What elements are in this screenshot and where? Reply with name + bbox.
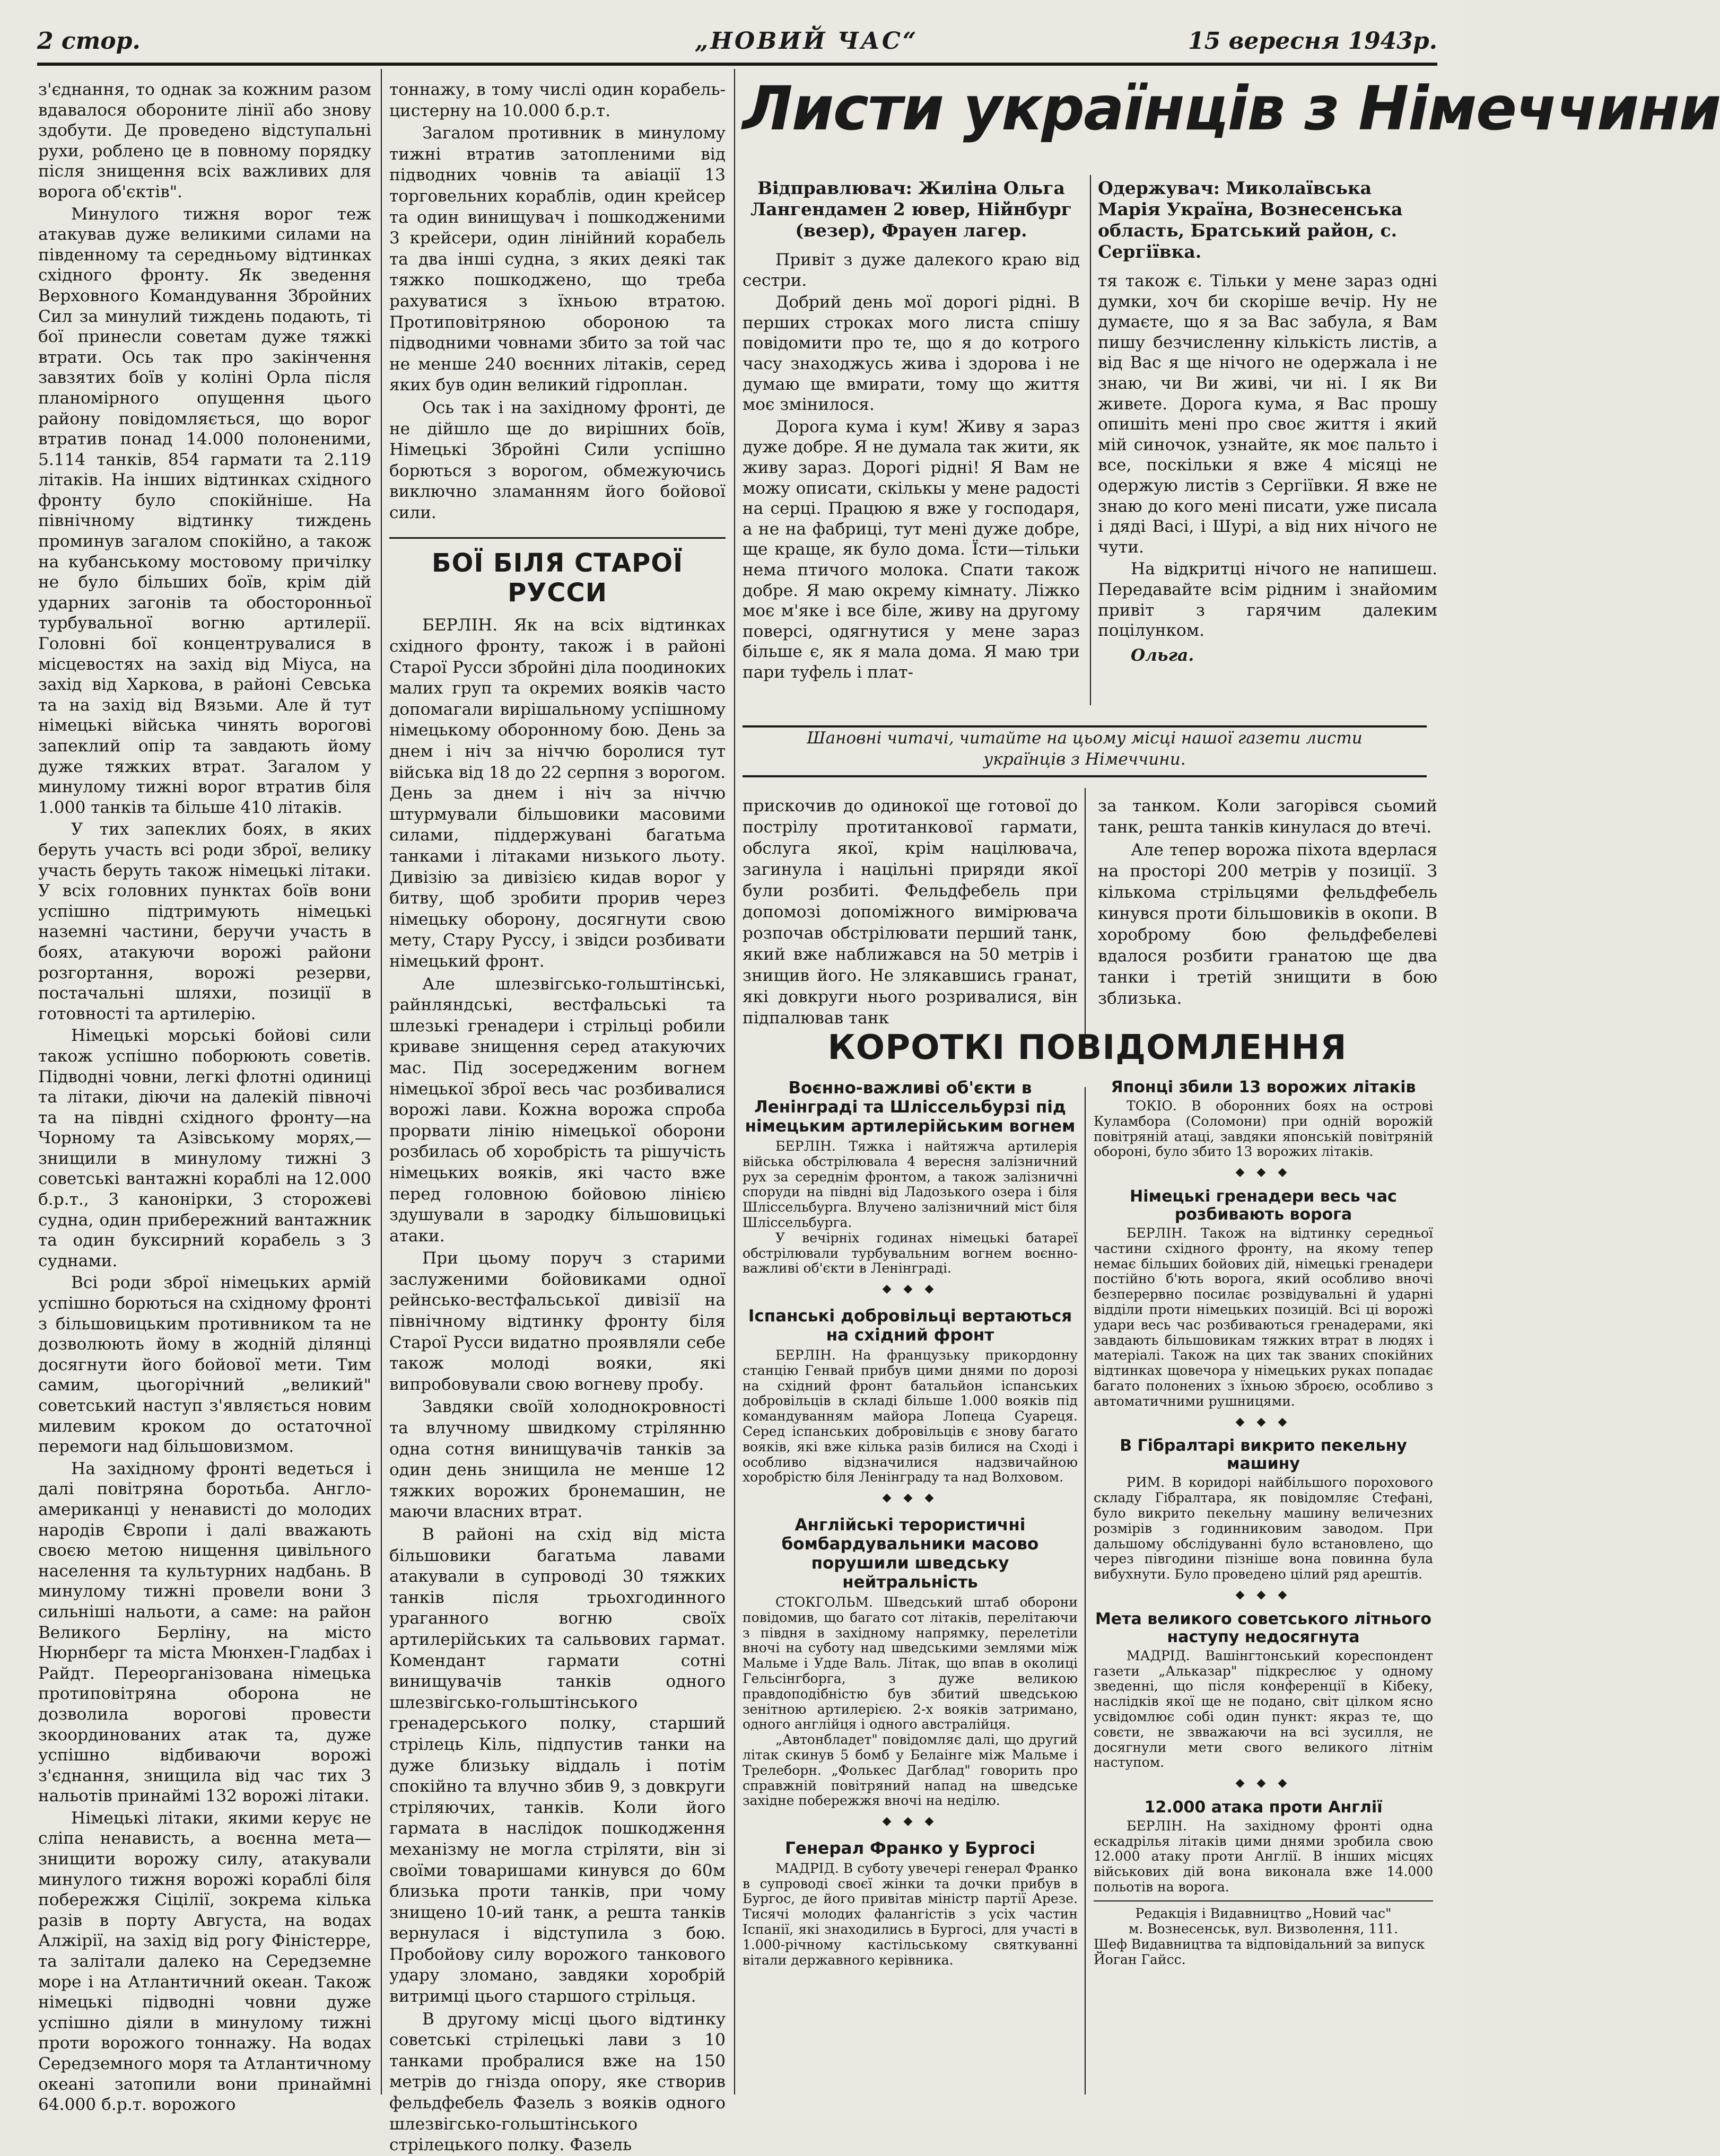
- short-news-left: [743, 1076, 1078, 2089]
- paragraph: Привіт з дуже далекого краю від сестри.: [743, 250, 1080, 290]
- ornament-divider: ◆ ◆ ◆: [1235, 1776, 1291, 1790]
- section-rule: [389, 537, 726, 539]
- paragraph: БЕРЛІН. На французьку прикордонну станцію Генвай прибув цими днями по дорозі на східний фронт батальйон іспанських добровільців в складі більше 1.000 вояків під командуванням майора Лопеца Суареця. Серед іспанських добровільців є знову багато вояків, які вже кілька разів билися на Сході і особливо відзначилися надзвичайною хоробрістю біля Ленінграду та над Волховом.: [743, 1347, 1078, 1485]
- page-header: [37, 28, 1437, 65]
- paragraph: БЕРЛІН. Як на всіх відтинках східного фронту, також і в районі Старої Русси збройні діла поодиноких малих груп та окремих вояків часто допомагали вирішальному успішному німецькому оборонному бою. День за днем і ніч за ніччю боролися тут війська від 18 до 22 серпня з ворогом. День за днем і ніч за ніччю штурмували більшовики масовими силами, піддержувані багатьма танками і літаками низького льоту. Дивізію за дивізією кидав ворог у битву, щоб зробити прорив через німецьку оборону, досягнути свою мету, Стару Руссу, і звідси розбивати німецький фронт.: [389, 616, 726, 971]
- paragraph: У тих запеклих боях, в яких беруть участь всі роди зброї, велику участь беруть також німецькі літаки. У всіх головних пунктах боїв вони успішно підтримують німецькі наземні частини, беручи участь в боях, атакуючи ворожі райони розгортання, ворожі резерви, постачальні шляхи, позиції в готовності та артилерію.: [38, 820, 371, 1023]
- news-headline: Англійські терористичні бомбардувальники масово порушили шведську нейтральність: [781, 1515, 1039, 1592]
- page-number: 2 стор.: [37, 28, 141, 55]
- paragraph: тя також є. Тільки у мене зараз одні думки, хоч би скоріше вечір. Ну не думаєте, що я за Вас забула, я Вам пишу безчисленну кількість листів, а від Вас я ще нічого не одержала і не знаю, чи Ви живі, чи ні. І як Ви живете. Дорога кума, я Вас прошу опишіть мені про своє життя і який мій синочок, узнайте, як моє пальто і все, поскільки я вже 4 місяці не одержую листів з Сергіївки. Я вже не знаю до кого мені писати, уже писала і дяді Васі, і Шурі, а від них нічого не чути.: [1098, 271, 1437, 557]
- paragraph: Всі роди зброї німецьких армій успішно борються на східному фронті з більшовицьким противником та не дозволюють йому в жодній ділянці досягнути його бойової мети. Тим самим, цьогорічний „великий" советський наступ з'являється новим милевим кроком до остаточної перемоги над більшовизмом.: [38, 1273, 371, 1457]
- news-headline: Японці збили 13 ворожих літаків: [1111, 1078, 1416, 1097]
- news-headline: В Гібралтарі викрито пекельну машину: [1120, 1436, 1407, 1474]
- issue-date: 15 вересня 1943р.: [1188, 28, 1437, 55]
- readers-notice: [743, 725, 1427, 777]
- column-1: [38, 80, 371, 2115]
- notice-line: Шановні читачі, читайте на цьому місці нашої газети листи: [807, 729, 1363, 748]
- header-rule: [37, 63, 1437, 66]
- paragraph: В районі на схід від міста більшовики багатьма лавами атакували в супроводі 30 тяжких танків після трьохгодинного ураганного вогню своїх артилерійських та сальвових гармат. Комендант гармати сотні винищувачів танків одного шлезвігсько-гольштінського гренадерського полку, старший стрілець Кіль, підпустив танки на дуже близьку віддаль і потім спокійно та влучно збив 9, з довкруги стріляючих, танків. Коли його гармата в наслідок пошкодження механізму не могла стріляти, він зі своїми товаришами кинувся до 60м близька проти танків, при чому знищено 10-ий танк, а решта танків вернулася і відступила з бою. Пробойову силу ворожого танкового удару зломано, завдяки хоробрій витримці цього старшого стрільця.: [389, 1525, 726, 2006]
- paragraph: РИМ. В коридорі найбільшого порохового складу Гібралтара, як повідомляє Стефані, було викрито пекельну машину величезних розмірів з годинниковим заводом. При дальшому обслідуванні було встановлено, що через півгодини пізніше вона повинна була вибухнути. Було проведено цілий ряд арештів.: [1094, 1475, 1433, 1582]
- paragraph: Добрий день мої дорогі рідні. В перших строках мого листа спішу повідомити про те, що я до котрого часу знаходжусь жива і здорова і не думаю ще вмирати, тому що життя моє змінилося.: [743, 293, 1080, 415]
- imprint-line: Редакція і Видавництво „Новий час": [1135, 1905, 1392, 1921]
- news-headline: Воєнно-важливі об'єкти в Ленінграді та Шліссельбурзі під німецьким артилерійським вогнем: [745, 1079, 1076, 1136]
- short-news-right: [1094, 1076, 1433, 2089]
- paragraph: „Автонбладет" повідомляє далі, що другий літак скинув 5 бомб у Белаінге між Мальме і Трелеборн. „Фолькес Дагблад" говорить про справжній повітряний напад на шведське західне побережжя вночі на неділю.: [743, 1732, 1078, 1809]
- letters-left-column: [743, 178, 1080, 721]
- paragraph: тоннажу, в тому числі один корабель-цистерну на 10.000 б.р.т.: [389, 80, 726, 120]
- ornament-divider: ◆ ◆ ◆: [882, 1491, 938, 1505]
- paragraph: У вечірніх годинах німецькі батареї обстрілювали турбувальним вогнем воєнно-важливі об'єкти в Ленінграді.: [743, 1230, 1078, 1276]
- letters-headline: Листи українців з Німеччини: [743, 73, 1720, 144]
- ornament-divider: ◆ ◆ ◆: [882, 1815, 938, 1828]
- paragraph: Завдяки своїй холоднокровності та влучному швидкому стрілянню одна сотня винищувачів танків за один день знищила не менше 12 тяжких ворожих бронемашин, не маючи власних втрат.: [389, 1397, 726, 1522]
- ornament-divider: ◆ ◆ ◆: [1235, 1588, 1291, 1601]
- paragraph: Німецькі літаки, якими керує не сліпа ненависть, а воєнна мета—знищити ворожу силу, атакували минулого тижня ворожі кораблі біля побережжя Сіцілії, зокрема кілька разів в порту Августа, на водах Алжірії, на захід від рогу Фіністерре, та залітали далеко на Середземне море і на Атлантичний океан. Також німецькі підводні човни дуже успішно діяли в минулому тижні проти ворожого тоннажу. На водах Середземного моря та Атлантичному океані затопили вони принаймні 64.000 б.р.т. ворожого: [38, 1808, 371, 2115]
- ornament-divider: ◆ ◆ ◆: [1235, 1415, 1291, 1428]
- paragraph: з'єднання, то однак за кожним разом вдавалося обороните лінії або знову здобути. Де проведено відступальні рухи, роблено це в повному порядку після знищення всіх важливих для ворога об'єктів".: [38, 80, 371, 201]
- column-4-continuation: [1098, 795, 1437, 1029]
- column-divider: [1085, 1087, 1086, 2094]
- newspaper-name: „НОВИЙ ЧАС“: [695, 28, 919, 55]
- news-headline: 12.000 атака проти Англії: [1144, 1798, 1383, 1817]
- short-news-title: КОРОТКІ ПОВІДОМЛЕННЯ: [827, 1028, 1347, 1067]
- letters-right-column: [1098, 178, 1437, 721]
- paragraph: Але шлезвігсько-гольштінські, райнляндські, вестфальські та шлезькі гренадери і стрільці робили криваве знищення серед атакуючих мас. Під зосередженим вогнем німецької зброї весь час розбивалися ворожі лави. Кожна ворожа спроба прорвати лінію німецької оборони розбилась об хоробрість та рішучість німецьких вояків, які часто вже перед головною бойовою лінією здушували в зародку більшовицькі атаки.: [389, 974, 726, 1246]
- paragraph: прискочив до одинокої ще готової до пострілу протитанкової гармати, обслуга якої, крім націлювача, загинула і націльні приряди якої були розбиті. Фельдфебель при допомозі допоміжного вимірювача розпочав обстрілювати перший танк, який вже наближався на 50 метрів і знищив його. Не злякавшись гранат, які довкруги нього розривалися, він підпалював танк: [743, 796, 1078, 1028]
- letter-signature: Ольга.: [1131, 645, 1194, 665]
- letter-receiver: Одержувач: Миколаївська Марія Україна, Вознесенська область, Братський район, с. Сергіївка.: [1098, 178, 1403, 262]
- column-divider: [1085, 788, 1086, 1037]
- paragraph: БЕРЛІН. Також на відтинку середньої частини східного фронту, на якому тепер немає більших бойових дій, німецькі гренадери постійно б'ють ворога, який особливо вночі безперервно посилає розвідувальні й ударні відділи проти німецьких позицій. Всі ці ворожі удари весь час розбиваються гренадерами, які завдають більшовикам тяжких втрат в людях і матеріалі. Також на цих так званих спокійних відтинках щовечора у німецьких руках попадає багато полонених з їхньою зброєю, особливо з автоматичними рушницями.: [1094, 1225, 1433, 1409]
- paragraph: за танком. Коли загорівся сьомий танк, решта танків кинулася до втечі.: [1098, 796, 1437, 837]
- paragraph: Минулого тижня ворог теж атакував дуже великими силами на південному та середньому відтинках східного фронту. Як зведення Верховного Командування Збройних Сил за минулий тиждень подають, ті бої принесли советам дуже тяжкі втрати. Ось так про закінчення завзятих боїв у колінi Орла після планомірного опущення цього району повідомляється, що ворог втратив понад 14.000 полоненими, 5.114 танків, 854 гармати та 2.119 літаків. На інших відтинках східного фронту було спокійніше. На північному відтинку тиждень проминув загалом спокійно, а також на кубанському мостовому причілку не було більших боїв, крім дій ударних загонів та обосторонньої турбувальної вогню артилерії. Головні бої концентрувалися в місцевостях на захід від Міуса, на захід від Харкова, в районі Севська та на захід від Вязьми. Але й тут німецькі війська чинять ворогові запеклий опір та завдають йому дуже тяжких втрат. Загалом у минулому тижні ворог втратив біля 1.000 танків та більше 410 літаків.: [38, 204, 371, 817]
- paragraph: Дорога кума і кум! Живу я зараз дуже добре. Я не думала так жити, як живу зараз. Дорогі рідні! Я Вам не можу описати, скількы у мене радості на серці. Працюю я вже у господаря, а не на фабриці, тут мені дуже добре, ще краще, як було дома. Їсти—тільки нема птичого молока. Спати також добре. Я маю окрему кімнату. Ліжко моє м'яке і все біле, живу на другому поверсі, одягнутися у мене зараз більше є, як я мала дома. Я маю три пари туфель і плат-: [743, 417, 1080, 682]
- column-3-continuation: [743, 795, 1078, 1029]
- paragraph: СТОКГОЛЬМ. Шведський штаб оборони повідомив, що багато сот літаків, перелітаючи з півдня в західному напрямку, перелетіли вночі на суботу над шведськими землями між Мальме і Удде Валь. Літак, що впав в околиці Гельсінгборга, з дуже великою правдоподібністю був збитий шведською зенітною артилерією. 2-х вояків затримано, одного англійця і одного австралійця.: [743, 1594, 1078, 1732]
- ornament-divider: ◆ ◆ ◆: [1235, 1165, 1291, 1179]
- paragraph: Ось так і на західному фронті, де не дійшло ще до вирішних боїв, Німецькі Збройні Сили успішно борються з ворогом, обмежуючись виключно зламанням його бойової сили.: [389, 398, 726, 522]
- paragraph: Загалом противник в минулому тижні втратив затопленими від підводних човнів та авіації 13 торговельних кораблів, один крейсер та один винищувач і пошкодженими 3 крейсери, один лінійний корабель та два інші судна, з яких деякі так тяжко пошкоджено, що треба рахуватися з їхньою втратою. Протиповітряною обороною та підводними човнами збито за той час не менше 240 воєнних літаків, серед яких був один великий гідроплан.: [389, 124, 726, 395]
- paragraph: МАДРІД. В суботу увечері генерал Франко в супроводі своєї жінки та дочки прибув в Бургос, де його привітав міністр партії Арезе. Тисячі молодих фалангістів з усіх частин Іспанії, які знаходились в Бургосі, для участі в 1.000-річному кастільському святкуванні вітали державного керівника.: [743, 1860, 1078, 1968]
- news-headline: Іспанські добровільці вертаються на східний фронт: [748, 1306, 1072, 1345]
- paragraph: На відкритці нічого не напишеш. Передавайте всім рідним і знайомим привіт з гарячим далеким поцілунком.: [1098, 559, 1437, 641]
- imprint-line: Шеф Видавництва та відповідальний за випуск Йоган Гайсс.: [1094, 1936, 1425, 1967]
- column-divider: [734, 69, 735, 2094]
- notice-line: українців з Німеччини.: [983, 750, 1186, 769]
- ornament-divider: ◆ ◆ ◆: [882, 1282, 938, 1296]
- column-2: [389, 80, 726, 2155]
- letter-sender: Відправлювач: Жиліна Ольга Лангендамен 2 ювер, Нійнбург (везер), Фрауен лагер.: [750, 178, 1072, 241]
- paragraph: БЕРЛІН. На західному фронті одна ескадрілья літаків цими днями зробила свою 12.000 атаку проти Англії. В інших місцях військових дій вона виконала вже 14.000 польотів на ворога.: [1094, 1818, 1433, 1895]
- paragraph: В другому місці цього відтинку советські стрілецькі лави з 10 танками пробралися вже на 150 метрів до гнізда опору, яке створив фельдфебель Фазель з вояків одного шлезвігсько-гольштінського стрілецького полку. Фазель: [389, 2009, 726, 2155]
- imprint-line: м. Вознесенськ, вул. Визволення, 111.: [1128, 1921, 1399, 1936]
- paragraph: МАДРІД. Вашінгтонський кореспондент газети „Альказар" підкреслює у одному зведенні, що після конференції в Кібеку, наслідків якої ще не подано, світ цілком ясно усвідомлює собі один пункт: якраз те, що совєти, не звважаючи на всі зусилля, не досягнули мети свого великого літнім наступом.: [1094, 1647, 1433, 1771]
- paragraph: Але тепер ворожа піхота вдерлася на просторі 200 метрів у позиції. З кількома стрільцями фельдфебель кинувся проти більшовиків в окопи. В хороброму бою фельдфебелеві вдалося розбити гранатою ще два танки і третій знищити в бою зблизька.: [1098, 840, 1437, 1008]
- paragraph: БЕРЛІН. Тяжка і найтяжча артилерія війська обстрілювала 4 вересня залізничний рух за середнім фронтом, а також залізничні споруди на півдні від Ладозького озера і біля Шліссельбурга. Влучено залізничний міст біля Шліссельбурга.: [743, 1138, 1078, 1230]
- news-headline: Мета великого советського літнього наступу недосягнута: [1095, 1609, 1432, 1646]
- article-title: БОЇ БІЛЯ СТАРОЇ РУССИ: [432, 548, 683, 608]
- paragraph: На західному фронті ведеться і далі повітряна боротьба. Англо-американці у ненависті до молодих народів Європи і далі вважають своєю метою нищення цивільного населення та культурних надбань. В минулому тижні провели вони 3 сильніші нальоти, а саме: на район Великого Берліну, на місто Нюрнберг та міста Мюнхен-Гладбах і Райдт. Переорганізована німецька протиповітряна оборона не дозволила ворогові провести зкоординованих атак та, дуже успішно відбиваючи ворожі з'єднання, знищила від час тих 3 нальотів принаймі 132 ворожі літаки.: [38, 1459, 371, 1806]
- column-divider: [1090, 175, 1091, 705]
- paragraph: Німецькі морські бойові сили також успішно поборюють советів. Підводні човни, легкі флотні одиниці та літаки, діючи на далекій півночі та на півдні східного фронту—на Чорному та Азівському морях,—знищили в минулому тижні 3 советські вантажні кораблі на 12.000 б.р.т., 3 канонірки, 3 сторожеві судна, один прибережний вантажник та один буксирний корабель з 3 суднами.: [38, 1026, 371, 1270]
- column-divider: [381, 69, 382, 2094]
- paragraph: При цьому поруч з старими заслуженими бойовиками одної рейнсько-вестфальської дивізії на північному відтинку фронту біля Старої Русси видатно проявляли себе також молоді вояки, які випробовували свою вогневу пробу.: [389, 1249, 726, 1394]
- news-headline: Німецькі гренадери весь час розбивають ворога: [1130, 1187, 1397, 1224]
- paragraph: ТОКІО. В оборонних боях на острові Куламбора (Соломони) при одній ворожій повітряній атаці, завдяки японській повітряній обороні, було збито 13 ворожих літаків.: [1094, 1098, 1433, 1160]
- news-headline: Генерал Франко у Бургосі: [785, 1838, 1035, 1858]
- publisher-imprint: [1094, 1900, 1433, 1967]
